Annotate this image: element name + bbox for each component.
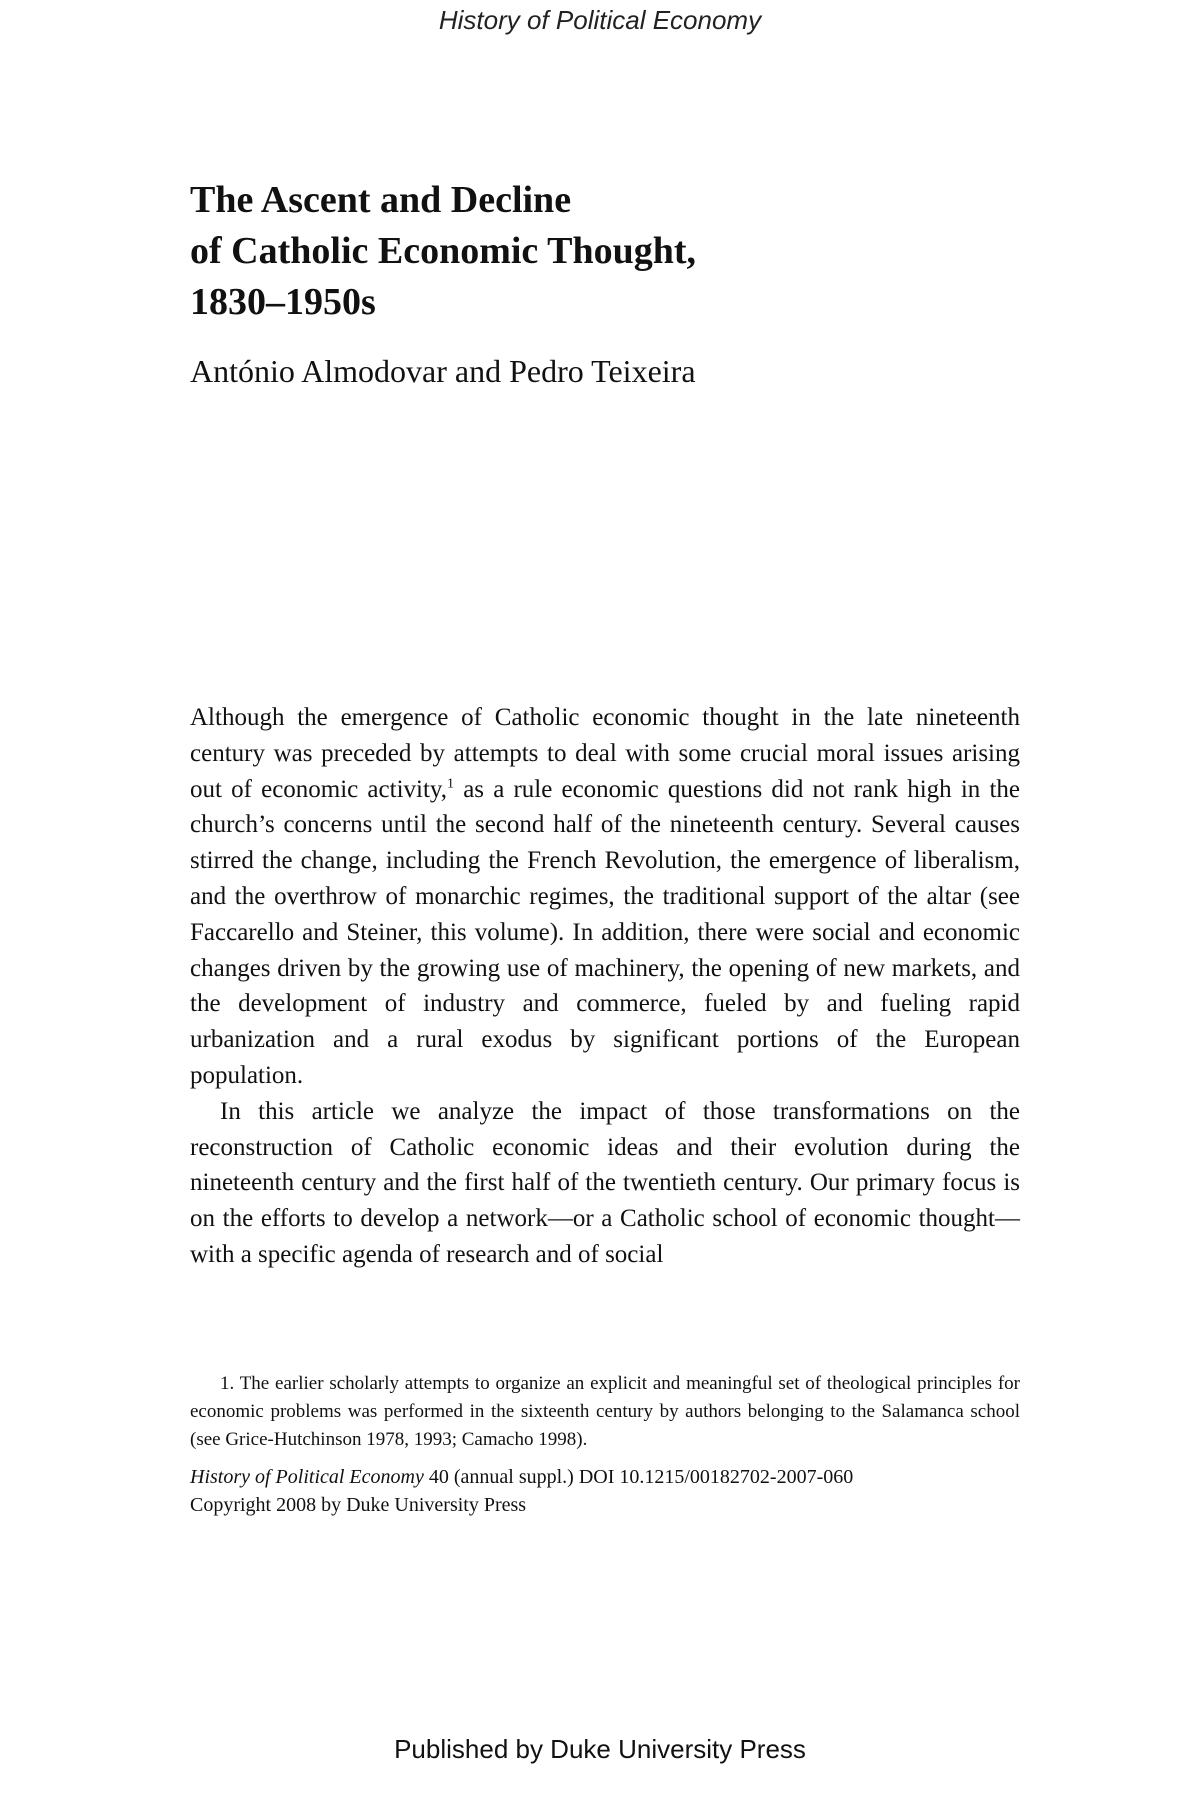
- copyright-line: Copyright 2008 by Duke University Press: [190, 1494, 527, 1516]
- running-header: History of Political Economy: [438, 5, 762, 35]
- author-names: António Almodovar and Pedro Teixeira: [190, 353, 696, 389]
- article-body: [190, 700, 1020, 1273]
- citation-line: [190, 1463, 1020, 1491]
- title-line: The Ascent and Decline: [190, 179, 572, 221]
- article-title: [190, 175, 1020, 328]
- paragraph-1-text-end: as a rule economic questions did not rank high in the church’s concerns until the second half of the nineteenth century. Several causes stirred the change, including the French Revolution, the emergence of liberalism, and the overthrow of monarchic regimes, the traditional support of the altar (see Faccarello and Steiner, this volume). In addition, there were social and economic changes driven by the growing use of machinery, the opening of new markets, and the development of industry and commerce, fueled by and fueling rapid urbanization and a rural exodus by significant portions of the European population.: [190, 775, 1020, 1089]
- paragraph-1: [190, 700, 1020, 1094]
- citation-block: [190, 1463, 1020, 1519]
- footnote-reference[interactable]: 1: [447, 776, 455, 792]
- journal-name: History of Political Economy: [190, 1466, 424, 1488]
- paragraph-1-text-start: Although the emergence of Catholic economic thought in the late nineteenth century was preceded by attempts to deal with some crucial moral issues arising out of economic activity,: [190, 704, 1020, 803]
- paragraph-2: In this article we analyze the impact of those transformations on the reconstruction of Catholic economic ideas and their evolution during the nineteenth century and the first half of the twentieth century. Our primary focus is on the efforts to develop a network—or a Catholic school of economic thought—with a specific agenda of research and of social: [190, 1097, 1020, 1268]
- footnote-1: 1. The earlier scholarly attempts to organize an explicit and meaningful set of theological principles for economic problems was performed in the sixteenth century by authors belonging to the Salamanca school (see Grice-Hutchinson 1978, 1993; Camacho 1998).: [190, 1373, 1020, 1450]
- publisher-footer: Published by Duke University Press: [394, 1734, 806, 1764]
- title-line: 1830–1950s: [190, 281, 376, 323]
- citation-details: 40 (annual suppl.) DOI 10.1215/00182702-2007-060: [423, 1466, 854, 1488]
- title-line: of Catholic Economic Thought,: [190, 230, 697, 272]
